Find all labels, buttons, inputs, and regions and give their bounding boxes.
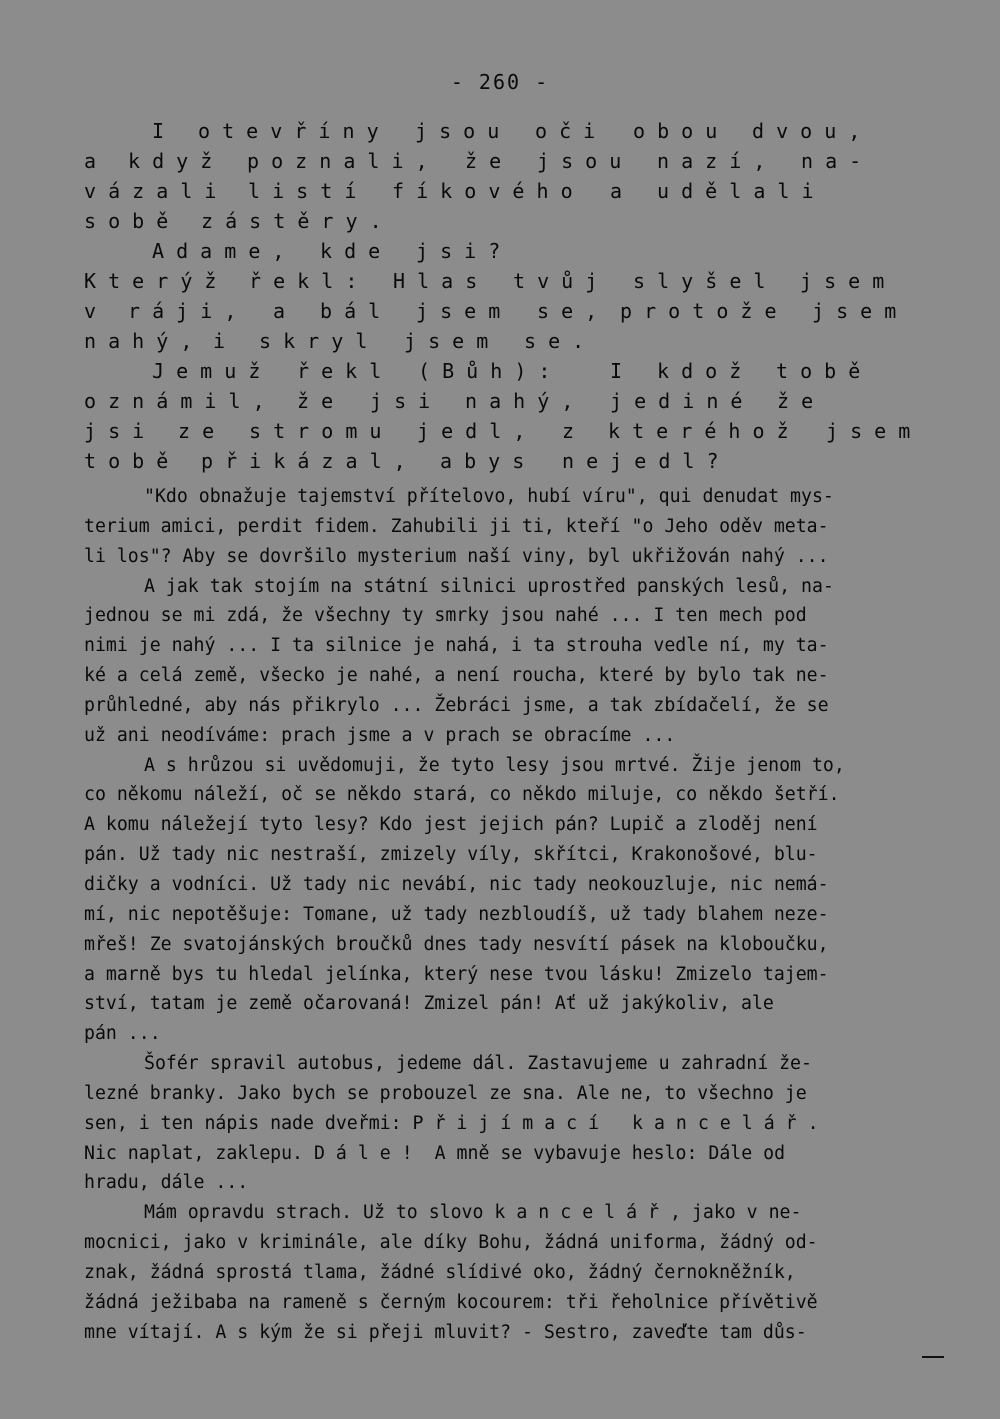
page-number: - 260 - [450, 70, 550, 94]
text-run: ké a celá země, všecko je nahé, a není roucha, které by bylo tak ne- [84, 665, 829, 687]
verse-word: o t e v ř í n y [198, 119, 379, 143]
text-run: mocnici, jako v kriminále, ale díky Bohu, žádná uniforma, žádný od- [84, 1232, 818, 1254]
verse-word: k d y ž [128, 149, 213, 173]
verse-word: ř e k l [297, 359, 382, 383]
verse-word: j s e m [416, 299, 501, 323]
text-run: nimi je nahý ... I ta silnice je nahá, i ta strouha vedle ní, my ta- [84, 635, 829, 657]
verse-word: j s o u [537, 149, 622, 173]
verse-word: a [610, 179, 623, 203]
text-run: mne vítají. A s kým že si přeji mluvit? - Sestro, zaveďte tam důs- [84, 1321, 807, 1343]
verse-word: t o b ě [776, 359, 861, 383]
verse-word: n a h ý , [465, 389, 574, 413]
verse-word: I [610, 359, 623, 383]
text-line [84, 1079, 914, 1109]
verse-word: z e [178, 419, 215, 443]
verse-word: K t e r ý ž [84, 269, 217, 293]
text-run: průhledné, aby nás přikrylo ... Žebráci jsme, a tak zbídačelí, že se [84, 694, 829, 716]
text-run: li los"? Aby se dovršilo mysterium naší viny, byl ukřižován nahý ... [84, 545, 829, 567]
spaced-emphasis: Dále! [313, 1142, 424, 1164]
text-run: hradu, dále ... [84, 1172, 249, 1194]
text-line [84, 721, 914, 751]
verse-word: j s e m [812, 299, 897, 323]
margin-dash [922, 1356, 944, 1358]
verse-word: j s i [84, 419, 145, 443]
verse-word: n a z í , [657, 149, 766, 173]
verse-word: j e d l , [417, 419, 526, 443]
text-line [84, 1318, 914, 1348]
verse-word: s k r y l [259, 329, 368, 353]
text-run: ství, tatam je země očarovaná! Zmizel pán! Ať už jakýkoliv, ale [84, 993, 774, 1015]
verse-word: s t r o m u [249, 419, 382, 443]
text-run: A s hrůzou si uvědomuji, že tyto lesy jsou mrtvé. Žije jenom to, [144, 754, 845, 776]
text-run: terium amici, perdit fidem. Zahubili ji ti, kteří "o Jeho oděv meta- [84, 515, 829, 537]
text-run: už ani neodíváme: prach jsme a v prach se obracíme ... [84, 724, 676, 746]
verse-word: ř e k l : [249, 269, 358, 293]
verse-word: b á l [320, 299, 381, 323]
verse-word: ž e [777, 389, 814, 413]
text-run: , jako v ne- [670, 1202, 802, 1224]
text-line [84, 542, 914, 572]
verse-word: o č i [535, 119, 596, 143]
text-line [84, 989, 914, 1019]
text-line [84, 1228, 914, 1258]
text-line [84, 1258, 914, 1288]
spaced-emphasis: Přijímací kancelář [412, 1112, 808, 1134]
text-line [84, 661, 914, 691]
verse-word: ž e [465, 149, 502, 173]
verse-word: J e m u ž [152, 359, 261, 383]
text-line [84, 691, 914, 721]
verse-word: r á j i , [128, 299, 237, 323]
text-line [84, 1288, 914, 1318]
verse-word: a b y s [440, 449, 525, 473]
text-run: lezné branky. Jako bych se probouzel ze sna. Ale ne, to všechno je [84, 1082, 807, 1104]
verse-word: o z n á m i l , [84, 389, 265, 413]
text-run: co někomu náleží, oč se někdo stará, co někdo miluje, co někdo šetří. [84, 784, 840, 806]
text-line [84, 1198, 914, 1228]
text-run: znak, žádná sprostá tlama, žádné slídivé oko, žádný černokněžník, [84, 1261, 796, 1283]
text-run: žádná ježibaba na rameně s černým kocourem: tři řeholnice přívětivě [84, 1291, 818, 1313]
verse-word: k d o ž [657, 359, 742, 383]
text-run: Nic naplat, zaklepu. [84, 1142, 314, 1164]
verse-word: o b o u [633, 119, 718, 143]
text-line [84, 960, 914, 990]
text-run: Mám opravdu strach. Už to slovo [144, 1202, 495, 1224]
verse-word: a [84, 149, 97, 173]
verse-word: j s i [370, 389, 431, 413]
text-run: a marně bys tu hledal jelínka, který nese tvou lásku! Zmizelo tajem- [84, 963, 829, 985]
text-run: A komu náležejí tyto lesy? Kdo jest jejich pán? Lupič a zloděj není [84, 814, 818, 836]
text-run: jednou se mi zdá, že všechny ty smrky jsou nahé ... I ten mech pod [84, 605, 807, 627]
verse-word: d v o u , [752, 119, 861, 143]
verse-word: ( B ů h ) : [418, 359, 551, 383]
text-line [84, 930, 914, 960]
verse-word: n e j e d l ? [562, 449, 719, 473]
verse-word: n a - [801, 149, 862, 173]
text-line [84, 482, 914, 512]
text-line [84, 900, 914, 930]
verse-word: n a h ý , [84, 329, 193, 353]
verse-word: ž e [297, 389, 334, 413]
text-line [84, 751, 914, 781]
verse-word: j s e m [800, 269, 885, 293]
text-line [84, 1168, 914, 1198]
verse-word: v á z a l i [84, 179, 217, 203]
verse-word: A d a m e , [152, 239, 285, 263]
verse-word: j s e m [404, 329, 489, 353]
text-run: pán ... [84, 1023, 161, 1045]
text-line [84, 512, 914, 542]
verse-word: s e , [537, 299, 598, 323]
verse-word: j s i ? [416, 239, 501, 263]
verse-word: k t e r é h o ž [608, 419, 789, 443]
verse-word: t o b ě [84, 449, 169, 473]
verse-word: z [562, 419, 575, 443]
verse-word: v [84, 299, 97, 323]
verse-word: k d e [320, 239, 381, 263]
text-line [84, 631, 914, 661]
verse-word: s e . [524, 329, 585, 353]
text-run: "Kdo obnažuje tajemství přítelovo, hubí víru", qui denudat mys- [144, 486, 834, 507]
text-line [84, 870, 914, 900]
verse-word: u d ě l a l i [657, 179, 814, 203]
verse-word: I [152, 119, 165, 143]
text-line [84, 601, 914, 631]
text-line [84, 1109, 914, 1139]
verse-word: s o b ě [84, 209, 169, 233]
text-line [84, 810, 914, 840]
verse-word: l i s t í [248, 179, 357, 203]
text-line [84, 780, 914, 810]
spaced-emphasis: kancelář [494, 1202, 671, 1224]
text-line [84, 1019, 914, 1049]
text-run: dičky a vodníci. Už tady nic nevábí, nic tady neokouzluje, nic nemá- [84, 873, 829, 895]
verse-word: t v ů j [513, 269, 598, 293]
verse-word: f í k o v é h o [392, 179, 573, 203]
verse-word: z á s t ě r y . [201, 209, 382, 233]
verse-word: a [273, 299, 286, 323]
verse-word: p ř i k á z a l , [201, 449, 406, 473]
verse-word: s l y š e l [633, 269, 766, 293]
verse-word: p o z n a l i , [247, 149, 428, 173]
text-line [84, 572, 914, 602]
verse-word: p r o t o ž e [620, 299, 777, 323]
text-run: mí, nic nepotěšuje: Tomane, už tady nezbloudíš, už tady blahem neze- [84, 903, 829, 925]
text-run: Šofér spravil autobus, jedeme dál. Zastavujeme u zahradní že- [144, 1053, 812, 1075]
text-line [84, 1049, 914, 1079]
text-run: A mně se vybavuje heslo: Dále od [423, 1142, 786, 1164]
verse-word: j e d i n é [610, 389, 743, 413]
verse-word: i [213, 329, 226, 353]
verse-word: j s e m [826, 419, 911, 443]
text-line [84, 840, 914, 870]
verse-word: H l a s [393, 269, 478, 293]
verse-word: j s o u [415, 119, 500, 143]
text-run: mřeš! Ze svatojánských broučků dnes tady nesvítí pásek na kloboučku, [84, 933, 829, 955]
text-run: pán. Už tady nic nestraší, zmizely víly, skřítci, Krakonošové, blu- [84, 844, 818, 866]
text-line [84, 1139, 914, 1169]
text-run: A jak tak stojím na státní silnici uprostřed panských lesů, na- [144, 575, 834, 597]
prose-block [84, 482, 914, 1347]
text-run: . [807, 1112, 819, 1134]
text-run: sen, i ten nápis nade dveřmi: [84, 1112, 413, 1134]
